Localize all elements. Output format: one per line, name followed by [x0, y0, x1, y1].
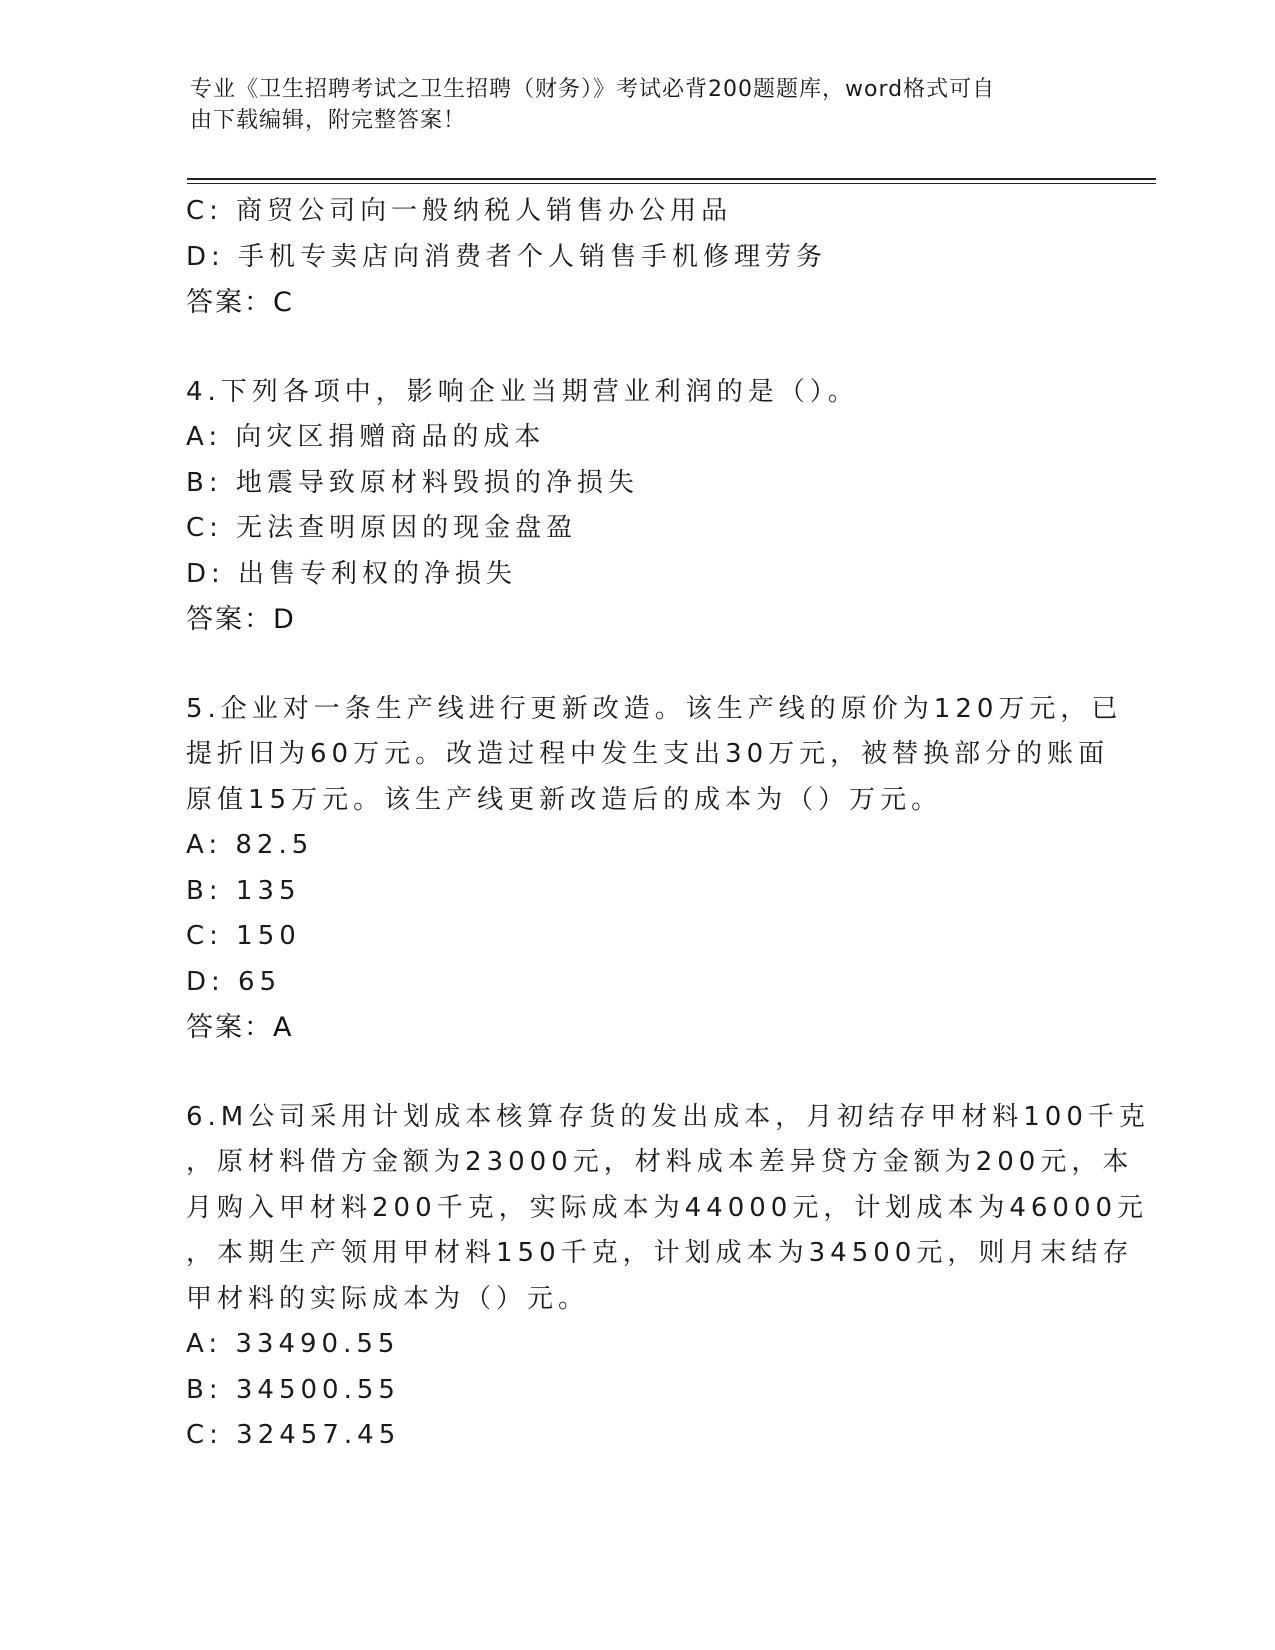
q4-option-c: C: 无法查明原因的现金盘盈 [186, 513, 578, 543]
question-4 [186, 370, 1086, 643]
q6-stem-line-1: 6.M公司采用计划成本核算存货的发出成本，月初结存甲材料100千克 [186, 1101, 1150, 1132]
question-spacer [186, 643, 1086, 687]
question-list [186, 189, 1150, 1459]
q4-option-d: D: 出售专利权的净损失 [186, 558, 518, 589]
q6-stem-line-4: ，本期生产领用甲材料150千克，计划成本为34500元，则月末结存 [186, 1238, 1134, 1268]
q6-stem-line-3: 月购入甲材料200千克，实际成本为44000元，计划成本为46000元 [186, 1192, 1149, 1223]
header-divider-thin [187, 183, 1156, 184]
q5-option-a: A: 82.5 [186, 830, 314, 860]
header-line-1: 专业《卫生招聘考试之卫生招聘（财务）》考试必背200题题库，word格式可自 [190, 77, 996, 102]
q5-stem-line-3: 原值15万元。该生产线更新改造后的成本为（）万元。 [186, 784, 943, 815]
q3-option-d: D: 手机专卖店向消费者个人销售手机修理劳务 [186, 241, 828, 272]
q4-stem: 4.下列各项中，影响企业当期营业利润的是（）。 [186, 376, 859, 407]
q5-answer: 答案：A [186, 1012, 294, 1043]
q5-stem-line-2: 提折旧为60万元。改造过程中发生支出30万元，被替换部分的账面 [186, 739, 1110, 769]
q6-option-b: B: 34500.55 [186, 1374, 400, 1405]
q4-option-b: B: 地震导致原材料毁损的净损失 [186, 467, 639, 498]
question-spacer [186, 326, 1086, 370]
q5-stem-line-1: 5.企业对一条生产线进行更新改造。该生产线的原价为120万元，已 [186, 693, 1123, 724]
q6-stem-line-2: ，原材料借方金额为23000元，材料成本差异贷方金额为200元，本 [186, 1147, 1134, 1177]
q5-option-d: D: 65 [186, 966, 282, 997]
q6-option-a: A: 33490.55 [186, 1329, 400, 1359]
question-5 [186, 687, 1123, 1051]
q5-option-c: C: 150 [186, 921, 301, 951]
q6-option-c: C: 32457.45 [186, 1420, 401, 1450]
question-6 [186, 1095, 1150, 1459]
document-header [190, 74, 1070, 136]
q3-answer: 答案：C [186, 287, 294, 318]
q3-option-c: C: 商贸公司向一般纳税人销售办公用品 [186, 196, 733, 226]
q4-option-a: A: 向灾区捐赠商品的成本 [186, 422, 546, 452]
q6-stem-line-5: 甲材料的实际成本为（）元。 [186, 1283, 590, 1314]
q5-option-b: B: 135 [186, 875, 301, 906]
question-spacer [186, 1051, 1086, 1095]
q4-answer: 答案：D [186, 604, 296, 635]
header-divider-thick [187, 178, 1156, 180]
header-line-2: 由下载编辑，附完整答案！ [190, 108, 467, 133]
question-3 [186, 189, 1086, 326]
